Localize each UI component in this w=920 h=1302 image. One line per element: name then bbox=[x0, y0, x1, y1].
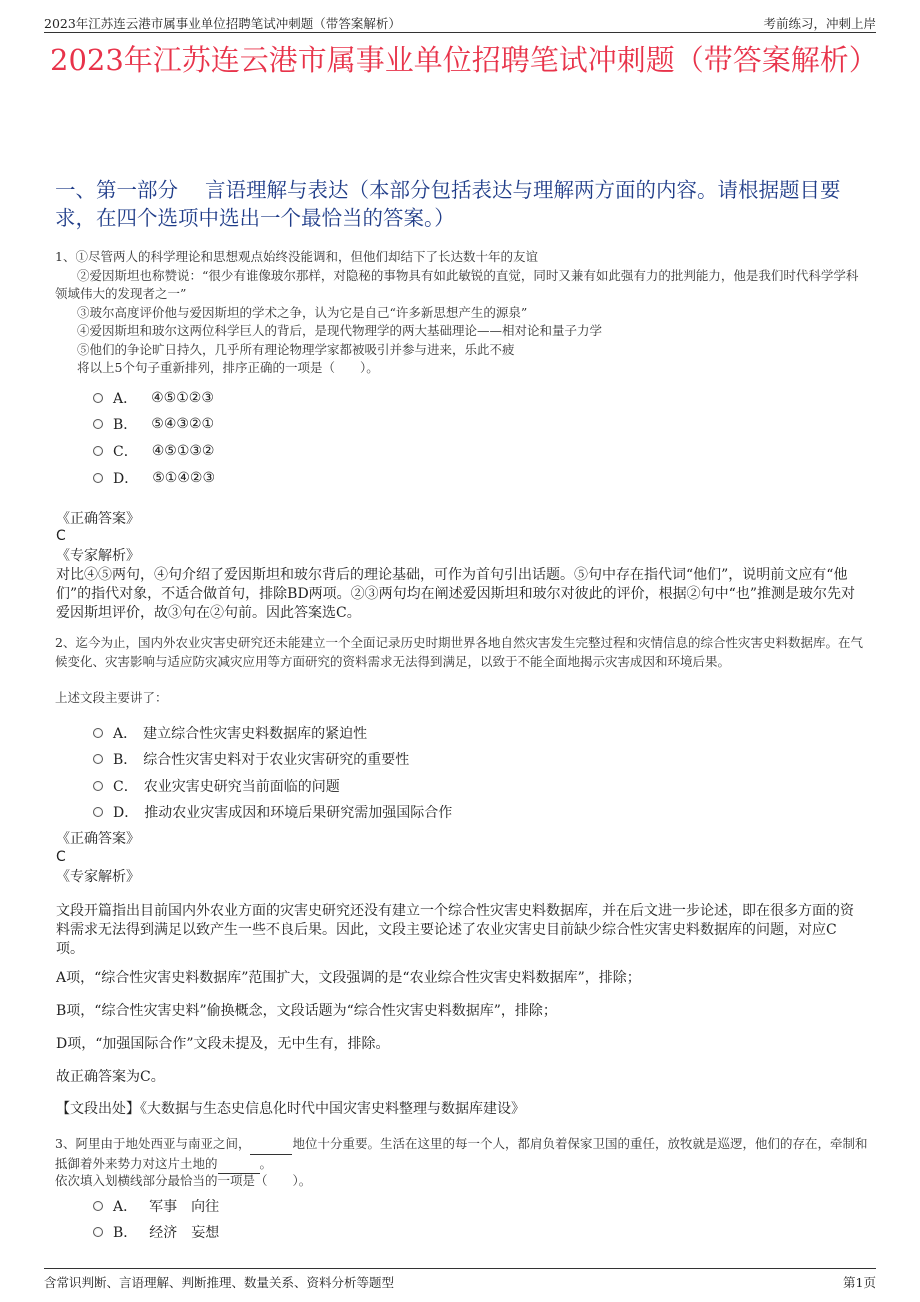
q2-note-d: D项，“加强国际合作”文段未提及，无中生有，排除。 bbox=[56, 1036, 390, 1052]
page-footer bbox=[44, 1268, 876, 1289]
option-text: 经济 妄想 bbox=[149, 1225, 220, 1241]
q2-answer: C bbox=[56, 849, 66, 865]
option-letter: D． bbox=[113, 805, 139, 821]
q1-option-a[interactable] bbox=[93, 388, 214, 408]
q2-prompt: 上述文段主要讲了： bbox=[55, 690, 168, 705]
q3-blank-1[interactable] bbox=[250, 1135, 292, 1155]
option-letter: C． bbox=[113, 779, 138, 795]
radio-icon[interactable] bbox=[93, 446, 103, 456]
q1-answer-label: 《正确答案》 bbox=[56, 511, 140, 527]
header-slogan: 考前练习，冲刺上岸 bbox=[763, 16, 876, 31]
q2-note-a: A项，“综合性灾害史料数据库”范围扩大，文段强调的是“农业综合性灾害史料数据库”，排除； bbox=[56, 970, 641, 986]
option-text: ⑤①④②③ bbox=[152, 470, 215, 486]
option-text: 军事 向往 bbox=[149, 1199, 220, 1215]
q1-sentence-3: ③玻尔高度评价他与爱因斯坦的学术之争，认为它是自己“许多新思想产生的源泉” bbox=[77, 304, 528, 320]
option-letter: B． bbox=[113, 752, 138, 768]
page-number: 第1页 bbox=[843, 1275, 876, 1290]
page-header bbox=[44, 12, 876, 33]
option-text: ④⑤①②③ bbox=[151, 390, 214, 406]
radio-icon[interactable] bbox=[93, 754, 103, 764]
q1-sentence-5: ⑤他们的争论旷日持久，几乎所有理论物理学家都被吸引并参与进来，乐此不疲 bbox=[77, 341, 515, 357]
q2-option-b[interactable] bbox=[93, 749, 409, 769]
q1-sentence-2-text: ②爱因斯坦也称赞说：“很少有谁像玻尔那样，对隐秘的事物具有如此敏锐的直觉，同时又兼有如此强有力的批判能力，他是我们时代科学学科领域伟大的发现者之一” bbox=[55, 267, 859, 301]
question-1 bbox=[55, 248, 870, 378]
option-letter: B． bbox=[113, 1225, 138, 1241]
option-letter: B． bbox=[113, 417, 138, 433]
q1-option-c[interactable] bbox=[93, 441, 214, 461]
q2-analysis-label: 《专家解析》 bbox=[56, 869, 140, 885]
q1-prompt: 将以上5个句子重新排列，排序正确的一项是（ ）。 bbox=[77, 360, 379, 375]
option-letter: A． bbox=[113, 391, 138, 407]
radio-icon[interactable] bbox=[93, 1201, 103, 1211]
q2-answer-label: 《正确答案》 bbox=[56, 831, 140, 847]
option-text: ④⑤①③② bbox=[151, 443, 215, 459]
q2-option-c[interactable] bbox=[93, 776, 340, 796]
option-text: ⑤④③②① bbox=[151, 416, 215, 432]
q1-sentence-2 bbox=[55, 267, 870, 304]
q1-option-d[interactable] bbox=[93, 468, 215, 488]
q3-option-b[interactable] bbox=[93, 1222, 219, 1242]
radio-icon[interactable] bbox=[93, 1227, 103, 1237]
radio-icon[interactable] bbox=[93, 728, 103, 738]
q3-prompt: 依次填入划横线部分最恰当的一项是（ ）。 bbox=[55, 1173, 312, 1188]
page-title: 2023年江苏连云港市属事业单位招聘笔试冲刺题（带答案解析） bbox=[50, 43, 878, 77]
option-letter: C． bbox=[113, 444, 138, 460]
option-letter: A． bbox=[113, 1199, 138, 1215]
q2-source: 【文段出处】《大数据与生态史信息化时代中国灾害史料整理与数据库建设》 bbox=[56, 1101, 525, 1117]
option-text: 推动农业灾害成因和环境后果研究需加强国际合作 bbox=[144, 805, 453, 821]
q2-stem: 2、迄今为止，国内外农业灾害史研究还未能建立一个全面记录历史时期世界各地自然灾害发生完整过程和灾情信息的综合性灾害史料数据库。在气候变化、灾害影响与适应防灾减灾应用等方面研究的资料需求无法得到满足，以致于不能全面地揭示灾害成因和环境后果。 bbox=[55, 635, 863, 669]
q3-stem-part-2: 地位十分重要。生活在这里的每一个人，都肩负着保家卫国的重任，放牧就是巡逻，他们的存在，牵制和抵御着外来势力对这片土地的 bbox=[55, 1136, 868, 1171]
radio-icon[interactable] bbox=[93, 781, 103, 791]
q1-sentence-4: ④爱因斯坦和玻尔这两位科学巨人的背后，是现代物理学的两大基础理论——相对论和量子力学 bbox=[77, 323, 603, 338]
option-text: 建立综合性灾害史料数据库的紧迫性 bbox=[143, 726, 368, 742]
radio-icon[interactable] bbox=[93, 473, 103, 483]
option-text: 农业灾害史研究当前面临的问题 bbox=[143, 779, 340, 795]
radio-icon[interactable] bbox=[93, 419, 103, 429]
q1-analysis-label: 《专家解析》 bbox=[56, 548, 140, 564]
footer-topics: 含常识判断、言语理解、判断推理、数量关系、资料分析等题型 bbox=[44, 1275, 395, 1290]
q3-option-a[interactable] bbox=[93, 1196, 219, 1216]
q1-option-b[interactable] bbox=[93, 414, 214, 434]
q2-option-a[interactable] bbox=[93, 723, 367, 743]
q2-option-d[interactable] bbox=[93, 802, 452, 822]
q1-sentence-1: 1、①尽管两人的科学理论和思想观点始终没能调和，但他们却结下了长达数十年的友谊 bbox=[55, 249, 538, 264]
option-text: 综合性灾害史料对于农业灾害研究的重要性 bbox=[143, 752, 410, 768]
q2-conclusion: 故正确答案为C。 bbox=[56, 1069, 165, 1085]
q3-stem bbox=[55, 1135, 870, 1174]
q3-stem-part-3: 。 bbox=[259, 1155, 273, 1171]
section-heading: 一、第一部分 言语理解与表达（本部分包括表达与理解两方面的内容。请根据题目要求，在四个选项中选出一个最恰当的答案。） bbox=[55, 178, 841, 230]
header-doc-title: 2023年江苏连云港市属事业单位招聘笔试冲刺题（带答案解析） bbox=[44, 16, 401, 31]
q1-answer: C bbox=[56, 528, 66, 544]
radio-icon[interactable] bbox=[93, 393, 103, 403]
q2-analysis: 文段开篇指出目前国内外农业方面的灾害史研究还没有建立一个综合性灾害史料数据库，并在后文进一步论述，即在很多方面的资料需求无法得到满足以致产生一些不良后果。因此，文段主要论述了农业灾害史目前缺少综合性灾害史料数据库的问题，对应C项。 bbox=[56, 903, 854, 957]
option-letter: A． bbox=[113, 726, 138, 742]
option-letter: D． bbox=[113, 471, 139, 487]
q1-analysis: 对比④⑤两句，④句介绍了爱因斯坦和玻尔背后的理论基础，可作为首句引出话题。⑤句中存在指代词“他们”，说明前文应有“他们”的指代对象，不适合做首句，排除BD两项。②③两句均在阐述爱因斯坦和玻尔对彼此的评价，根据②句中“也”推测是玻尔先对爱因斯坦评价，故③句在②句前。因此答案选C。 bbox=[56, 567, 855, 621]
radio-icon[interactable] bbox=[93, 807, 103, 817]
q2-note-b: B项，“综合性灾害史料”偷换概念，文段话题为“综合性灾害史料数据库”，排除； bbox=[56, 1003, 557, 1019]
q3-stem-part-1: 3、阿里由于地处西亚与南亚之间， bbox=[55, 1136, 251, 1151]
